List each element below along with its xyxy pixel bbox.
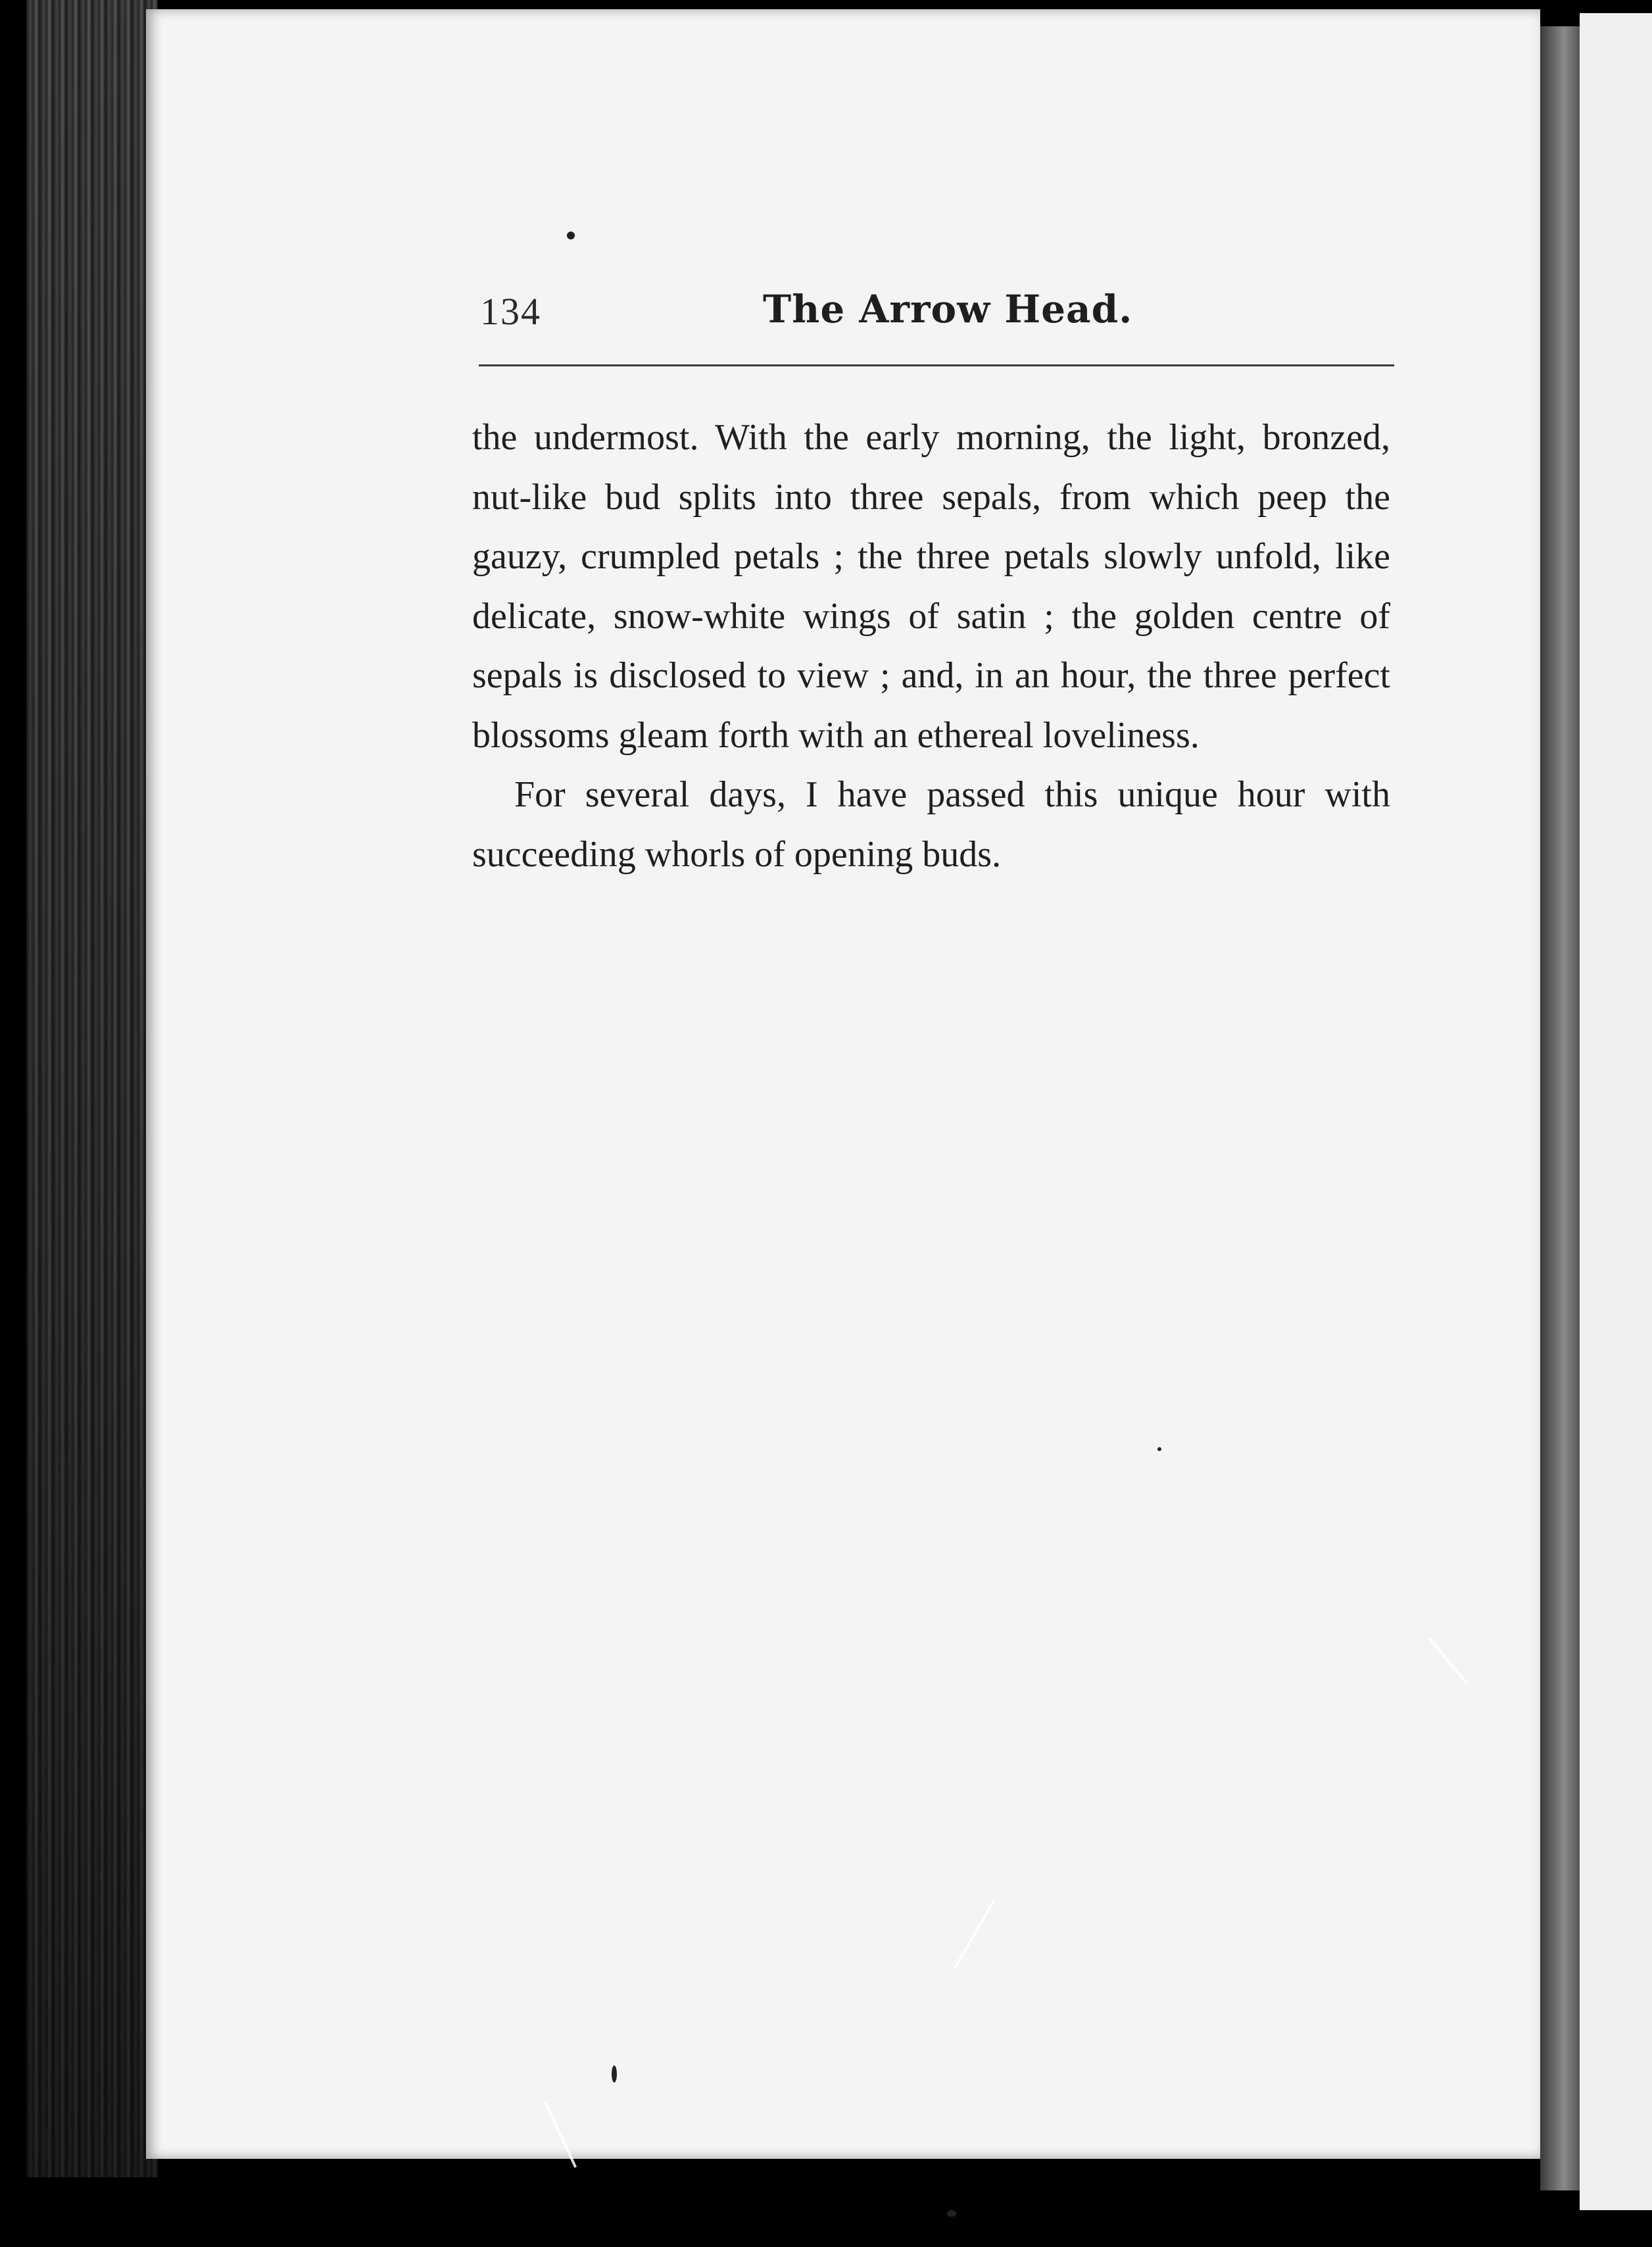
running-header [480, 282, 1394, 354]
header-rule [479, 364, 1394, 366]
gutter-shadow [1540, 26, 1580, 2190]
scan-speck [1157, 1447, 1161, 1451]
body-text [472, 408, 1390, 884]
paragraph: For several days, I have passed this unique hour with succeeding whorls of opening buds. [472, 774, 1390, 875]
scan-speck [567, 232, 575, 239]
running-title: The Arrow Head. [763, 287, 1133, 332]
page-number: 134 [480, 290, 541, 333]
paragraph: the undermost. With the early morning, the light, bronzed, nut-like bud splits into three sepals, from which peep the gauzy, crumpled petals ; the three petals slowly unfold, like delicate, snow-white wings of satin ; the golden centre of sepals is disclosed to view ; and, in an hour, the three perfect blossoms gleam forth with an ethereal loveliness. [472, 417, 1390, 756]
scan-speck [947, 2210, 956, 2217]
fore-edge-shadow [26, 0, 158, 2177]
scan-speck [612, 2065, 617, 2083]
facing-page-edge [1580, 13, 1652, 2210]
